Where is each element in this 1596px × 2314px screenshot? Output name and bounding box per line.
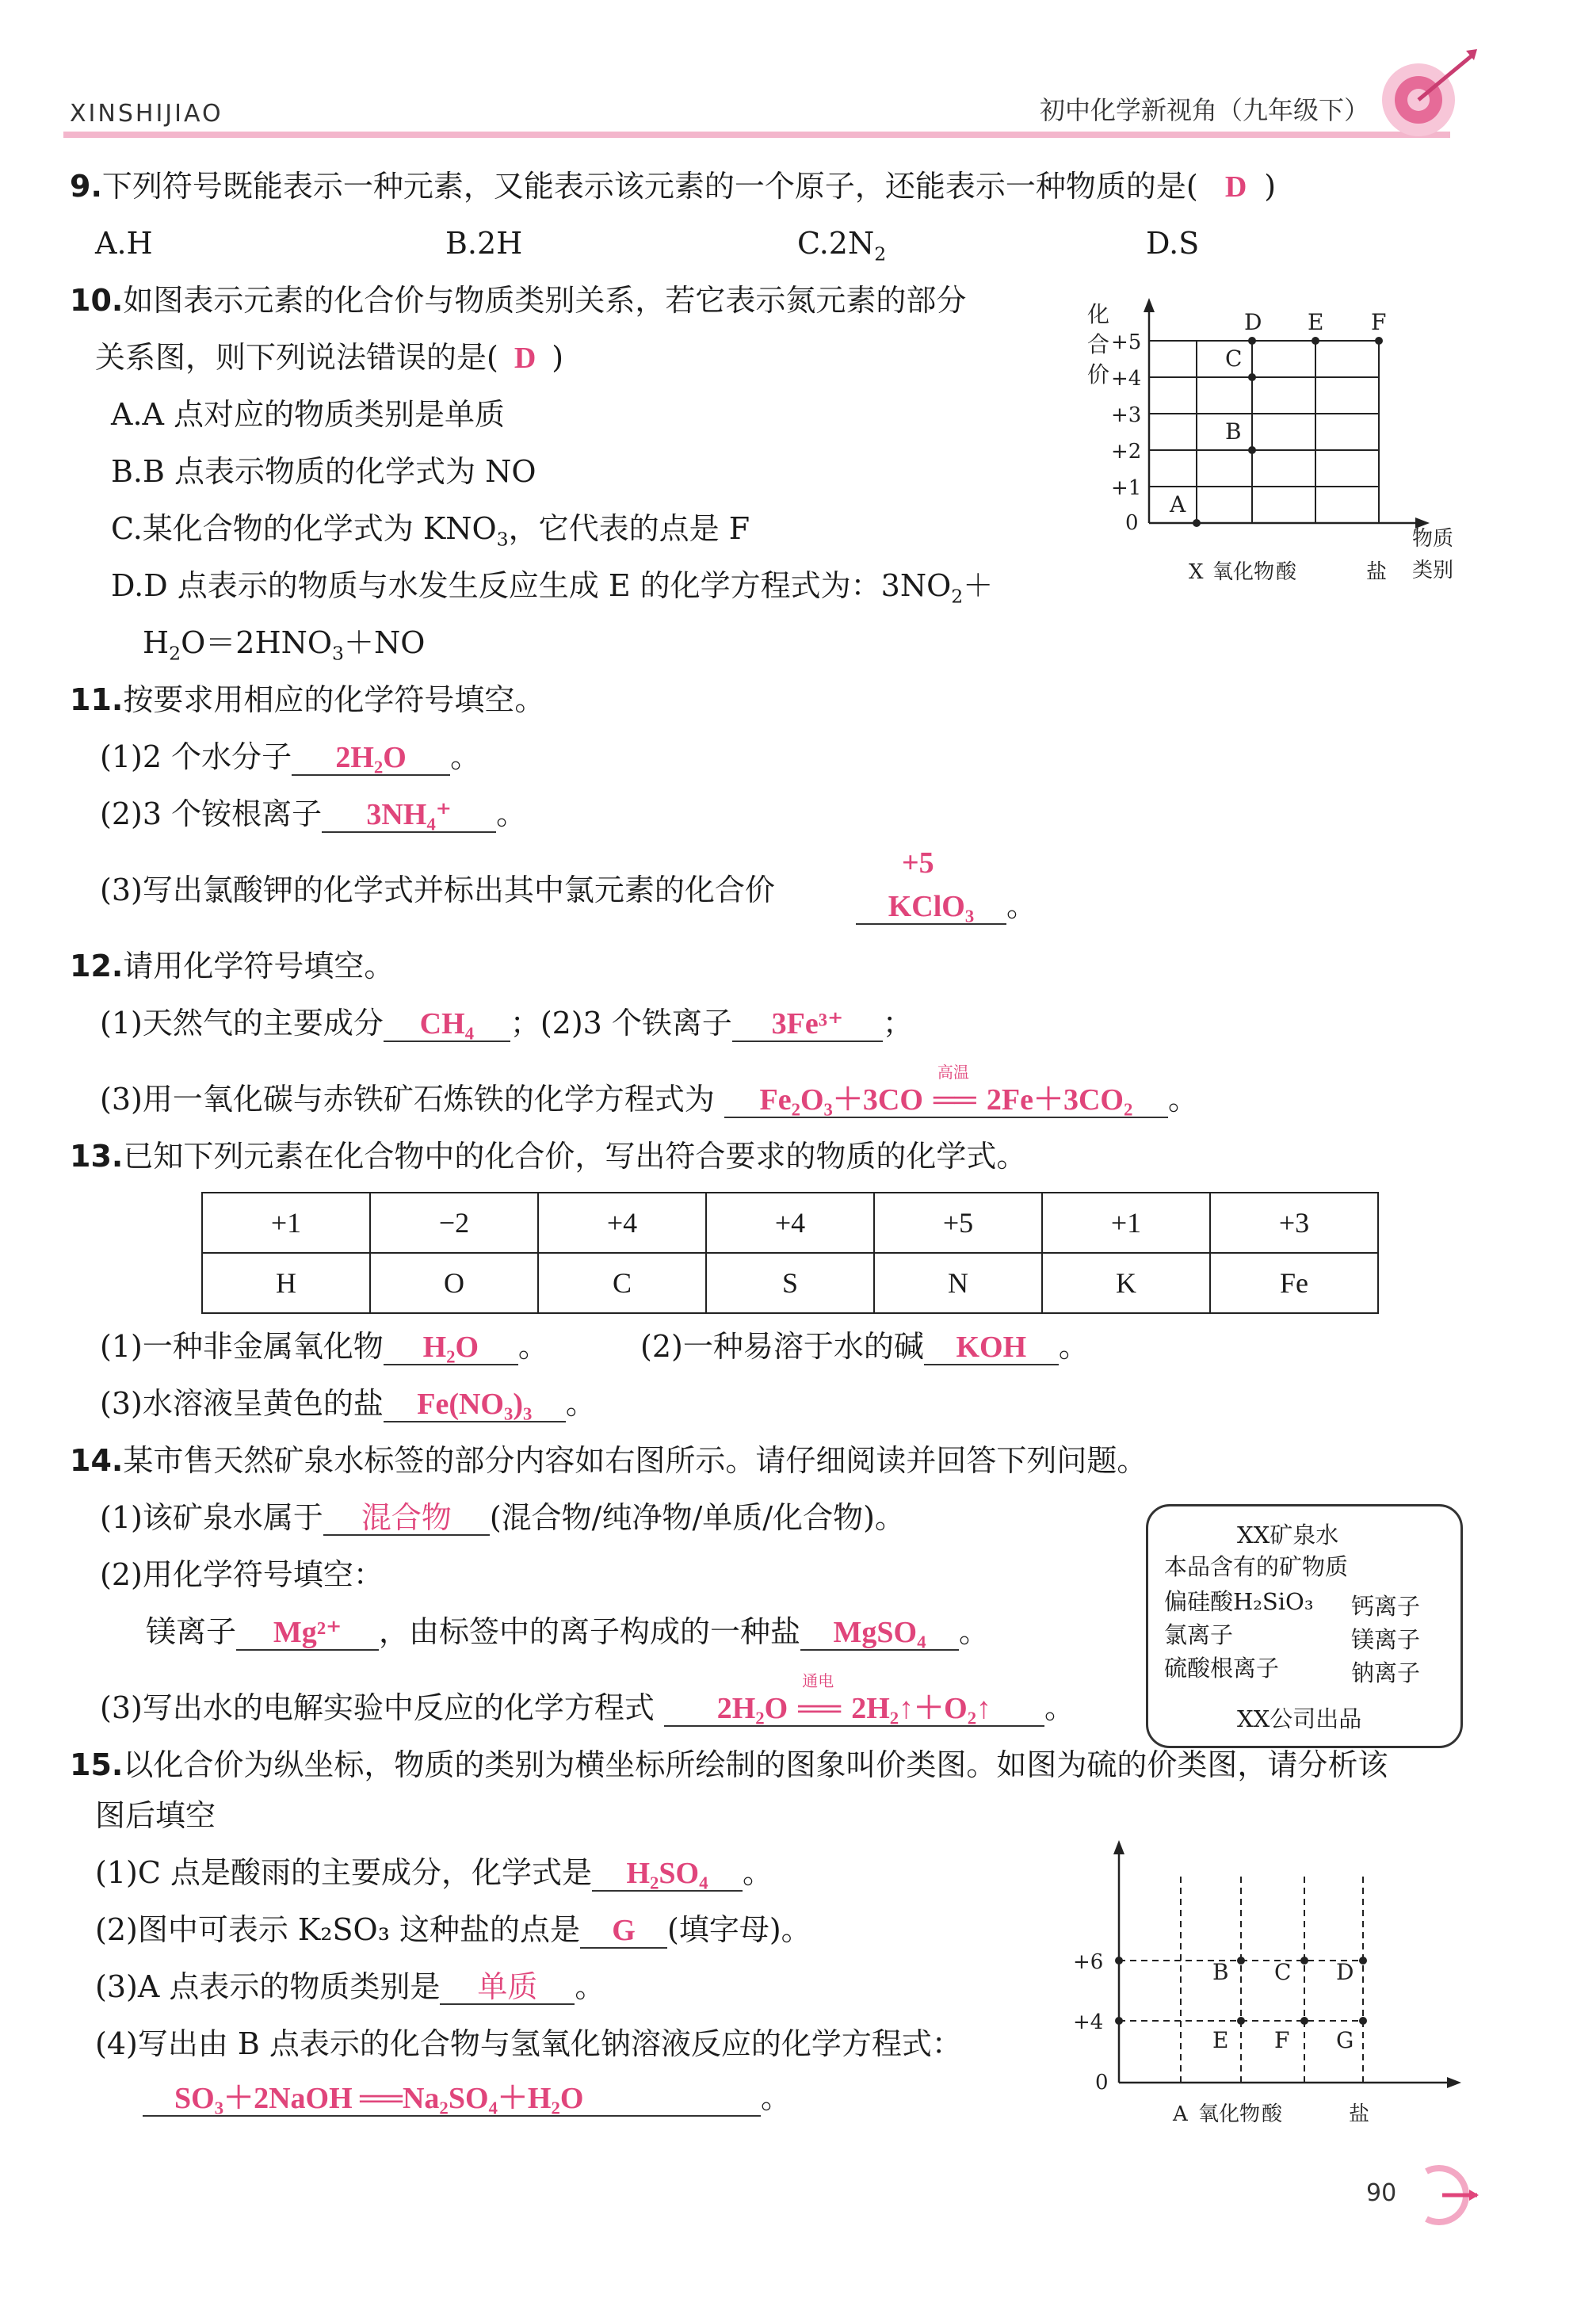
label-title: XX矿泉水 xyxy=(1237,1522,1339,1548)
q9-option-a: A.H xyxy=(95,226,153,261)
chart1-ytick-0: 0 xyxy=(1125,511,1139,535)
chart2-xtick-a: A xyxy=(1173,2102,1188,2126)
q15-line1: 15.以化合价为纵坐标，物质的类别为横坐标所绘制的图象叫价类图。如图为硫的价类图，请分析该 xyxy=(70,1747,1388,1782)
target-icon xyxy=(1371,48,1482,143)
element-n: N xyxy=(874,1253,1042,1313)
header-left: XINSHIJIAO xyxy=(70,100,223,128)
valence-c: +4 xyxy=(538,1193,706,1253)
chart2-point-g: G xyxy=(1336,2027,1354,2053)
q15-answer-1: H₂SO₄ xyxy=(592,1858,743,1892)
chart2-point-b: B xyxy=(1212,1959,1229,1985)
q14-sub2: (2)用化学符号填空： xyxy=(100,1557,384,1592)
q12-answer-2: 3Fe³⁺ xyxy=(732,1009,883,1042)
element-s: S xyxy=(706,1253,874,1313)
page-corner-icon xyxy=(1411,2163,1482,2227)
label-line1: 本品含有的矿物质 xyxy=(1164,1553,1349,1580)
q9-stem: 9.下列符号既能表示一种元素，又能表示该元素的一个原子，还能表示一种物质的是( D ) xyxy=(70,169,1277,204)
chart2-point-f: F xyxy=(1274,2027,1290,2053)
chart1-point-b: B xyxy=(1225,418,1242,445)
label-r3: 钠离子 xyxy=(1351,1659,1421,1686)
chart2-point-c: C xyxy=(1274,1959,1292,1985)
q12-sub3: (3)用一氧化碳与赤铁矿石炼铁的化学方程式为 Fe₂O₃＋3CO 高温 ══ 2Fe＋3CO₂ 。 xyxy=(100,1063,1198,1117)
q14-sub2-line: 镁离子 Mg²⁺ ，由标签中的离子构成的一种盐 MgSO₄ 。 xyxy=(146,1614,990,1649)
chart1-ytick-p5: +5 xyxy=(1111,330,1142,354)
chart1-xtick-oxide: 氧化物 xyxy=(1212,560,1275,584)
q15-answer-2: G xyxy=(580,1915,667,1949)
q10-line1: 10.如图表示元素的化合价与物质类别关系，若它表示氮元素的部分 xyxy=(70,283,967,318)
q12-answer-3: Fe₂O₃＋3CO 高温 ══ 2Fe＋3CO₂ xyxy=(724,1085,1168,1118)
chart1-xtick-acid: 酸 xyxy=(1276,560,1297,584)
chart1-ytick-p1: +1 xyxy=(1111,476,1142,500)
q15-sub4: (4)写出由 B 点表示的化合物与氢氧化钠溶液反应的化学方程式： xyxy=(95,2026,962,2061)
chart1-point-d: D xyxy=(1244,309,1262,335)
q10-option-b: B.B 点表示物质的化学式为 NO xyxy=(111,454,536,489)
q14-sub3: (3)写出水的电解实验中反应的化学方程式 2H₂O 通电 ══ 2H₂↑＋O₂↑ 。 xyxy=(100,1671,1075,1725)
q12-answer-1: CH₄ xyxy=(384,1009,510,1042)
q9-option-b: B.2H xyxy=(445,226,523,261)
q11-answer-3: KClO₃ 。 xyxy=(856,891,1037,925)
q14-answer-2b: MgSO₄ xyxy=(800,1617,959,1651)
label-r2: 镁离子 xyxy=(1351,1626,1421,1653)
q11-sub3: (3)写出氯酸钾的化学式并标出其中氯元素的化合价 xyxy=(100,873,775,907)
q15-sub2: (2)图中可表示 K₂SO₃ 这种盐的点是 G (填字母)。 xyxy=(95,1912,811,1947)
q14-answer-1: 混合物 xyxy=(323,1503,490,1536)
valence-row xyxy=(202,1193,1378,1253)
q10-option-d: D.D 点表示的物质与水发生反应生成 E 的化学方程式为：$3NO_2+$ xyxy=(111,568,994,608)
q10-option-a: A.A 点对应的物质类别是单质 xyxy=(111,397,506,432)
sulfur-valence-chart xyxy=(1062,1837,1474,2138)
nitrogen-valence-chart xyxy=(1078,293,1474,610)
chart1-ytick-p4: +4 xyxy=(1111,367,1142,391)
q13-sub1: (1)一种非金属氧化物 H₂O 。 xyxy=(100,1329,548,1364)
element-h: H xyxy=(202,1253,370,1313)
q12-stem: 12.请用化学符号填空。 xyxy=(70,949,395,983)
chart2-point-e: E xyxy=(1212,2027,1229,2053)
chart1-ylabel-1: 化 xyxy=(1087,301,1110,327)
chart1-xtick-salt: 盐 xyxy=(1366,560,1388,584)
q15-sub4-answer: SO₃＋2NaOH ══Na₂SO₄＋H₂O 。 xyxy=(143,2083,791,2117)
q13-answer-1: H₂O xyxy=(384,1332,518,1365)
chart1-point-e: E xyxy=(1308,309,1324,335)
chart1-point-c: C xyxy=(1225,346,1243,372)
valence-table xyxy=(201,1192,1379,1314)
q10-option-d-cont: $H_2O=2HNO_3+NO$ xyxy=(143,625,426,665)
q9-option-c: $C.2N_2$ xyxy=(797,226,887,265)
q13-stem: 13.已知下列元素在化合物中的化合价，写出符合要求的物质的化学式。 xyxy=(70,1139,1027,1174)
q15-answer-3: 单质 xyxy=(440,1972,575,2005)
header-rule xyxy=(63,132,1450,138)
q14-stem: 14.某市售天然矿泉水标签的部分内容如右图所示。请仔细阅读并回答下列问题。 xyxy=(70,1443,1147,1478)
valence-fe: +3 xyxy=(1210,1193,1378,1253)
chart1-ylabel-3: 价 xyxy=(1087,361,1110,388)
chart1-xlabel-1: 物质 xyxy=(1412,527,1454,551)
chart2-xtick-oxide: 氧化物 xyxy=(1198,2102,1261,2126)
q14-answer-2a: Mg²⁺ xyxy=(236,1617,379,1651)
q11-stem: 11.按要求用相应的化学符号填空。 xyxy=(70,682,545,717)
mineral-water-label xyxy=(1146,1504,1463,1748)
q11-answer-1: 2H₂O xyxy=(292,743,450,776)
q10-option-c: C.某化合物的化学式为 $KNO_3$，它代表的点是 F xyxy=(111,511,750,551)
q9-answer: D xyxy=(1224,170,1247,204)
valence-k: +1 xyxy=(1042,1193,1210,1253)
chart2-dashed-grid xyxy=(1119,1877,1363,2083)
q11-sub2: (2)3 个铵根离子 3NH₄⁺ 。 xyxy=(100,796,527,831)
q9-option-d: D.S xyxy=(1146,226,1200,261)
chart2-ytick-p6: +6 xyxy=(1073,1950,1104,1974)
chart2-xtick-salt: 盐 xyxy=(1349,2102,1370,2126)
q15-sub1: (1)C 点是酸雨的主要成分，化学式是 H₂SO₄ 。 xyxy=(95,1855,773,1890)
q13-answer-2: KOH xyxy=(924,1332,1059,1365)
chart2-ytick-0: 0 xyxy=(1095,2071,1109,2094)
q12-sub1: (1)天然气的主要成分 CH₄ ；(2)3 个铁离子 3Fe³⁺ ； xyxy=(100,1006,913,1041)
label-c3: 硫酸根离子 xyxy=(1164,1655,1280,1682)
label-c2: 氯离子 xyxy=(1164,1621,1234,1648)
q11-answer-2: 3NH₄⁺ xyxy=(322,800,496,833)
chart1-xtick-x: X xyxy=(1189,560,1204,584)
q15-line2: 图后填空 xyxy=(95,1798,216,1833)
chart1-point-a: A xyxy=(1170,491,1186,517)
chart2-ytick-p4: +4 xyxy=(1073,2010,1104,2034)
q15-answer-4: SO₃＋2NaOH ══Na₂SO₄＋H₂O xyxy=(143,2083,761,2117)
q11-answer-3-valence: +5 xyxy=(902,846,934,880)
q10-answer: D xyxy=(514,342,536,375)
page-number: 90 xyxy=(1366,2179,1397,2207)
q11-sub1: (1)2 个水分子 2H₂O 。 xyxy=(100,739,481,774)
label-c1: 偏硅酸H₂SiO₃ xyxy=(1164,1588,1314,1615)
q13-sub2: (2)一种易溶于水的碱 KOH 。 xyxy=(640,1329,1089,1364)
element-k: K xyxy=(1042,1253,1210,1313)
label-r1: 钙离子 xyxy=(1351,1593,1421,1620)
valence-h: +1 xyxy=(202,1193,370,1253)
header-right: 初中化学新视角（九年级下） xyxy=(1040,95,1370,125)
valence-s: +4 xyxy=(706,1193,874,1253)
q15-sub3: (3)A 点表示的物质类别是 单质 。 xyxy=(95,1969,605,2004)
q14-answer-3: 2H₂O 通电 ══ 2H₂↑＋O₂↑ xyxy=(664,1693,1044,1727)
element-fe: Fe xyxy=(1210,1253,1378,1313)
valence-o: −2 xyxy=(370,1193,538,1253)
chart1-ytick-p2: +2 xyxy=(1111,440,1142,464)
element-c: C xyxy=(538,1253,706,1313)
chart1-ylabel-2: 合 xyxy=(1087,331,1110,357)
chart1-xlabel-2: 类别 xyxy=(1412,559,1454,582)
q13-sub3: (3)水溶液呈黄色的盐 Fe(NO₃)₃ 。 xyxy=(100,1386,596,1421)
valence-n: +5 xyxy=(874,1193,1042,1253)
q13-answer-3: Fe(NO₃)₃ xyxy=(384,1389,566,1422)
label-footer: XX公司出品 xyxy=(1237,1705,1362,1732)
chart2-point-d: D xyxy=(1336,1959,1354,1985)
element-row xyxy=(202,1253,1378,1313)
q10-line2: 关系图，则下列说法错误的是( D ) xyxy=(95,340,564,375)
element-o: O xyxy=(370,1253,538,1313)
chart1-ytick-p3: +3 xyxy=(1111,403,1142,427)
chart1-point-f: F xyxy=(1371,309,1387,335)
chart2-xtick-acid: 酸 xyxy=(1262,2102,1283,2126)
q14-sub1: (1)该矿泉水属于 混合物 (混合物/纯净物/单质/化合物)。 xyxy=(100,1500,905,1535)
